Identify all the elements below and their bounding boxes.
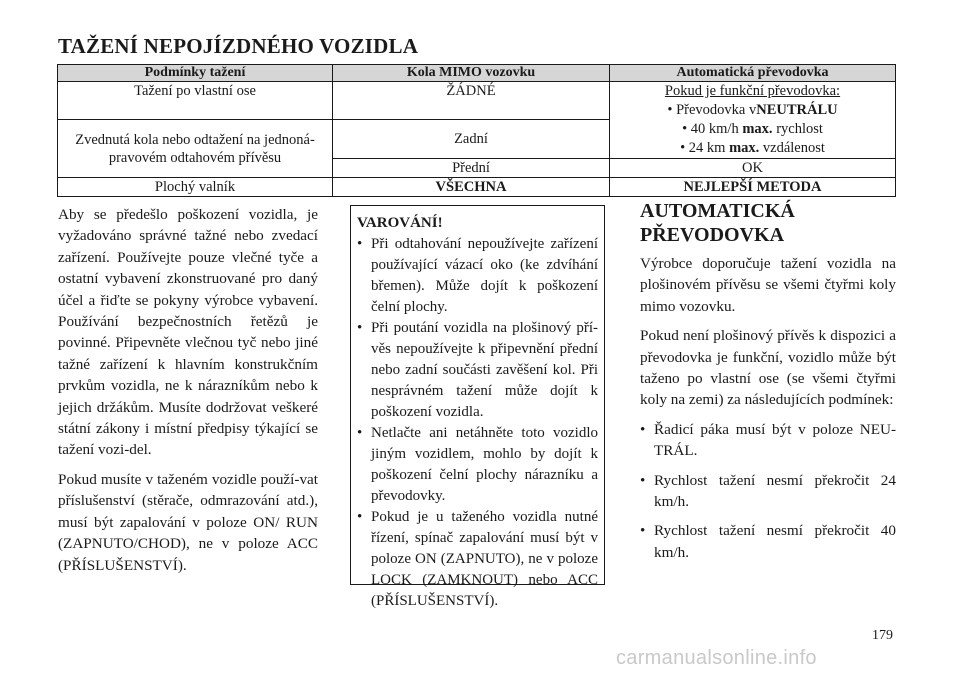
list-item: • Rychlost tažení nesmí překročit 40 km/h.	[640, 522, 896, 561]
towing-table	[57, 64, 896, 197]
paragraph-equipment: Aby se předešlo poškození vozidla, je vyžadováno správné tažné nebo zvedací zařízení. Používejte pouze vlečné tyče a ostatní vybavení zkonstruované pro daný účel a řiďte se pokyny výrobce vybavení. Používání bezpečnostních řetězů je povinné. Připevněte vlečnou tyč nebo jiné tažné zařízení k hlavním konstrukčním prvkům vozidla, ne k nárazníkům nebo k jejich držákům. Musíte dodržovat veškeré státní zákony i místní předpisy týkající se tažení vozi-del.	[58, 206, 318, 459]
page-number: 179	[872, 628, 893, 643]
section-heading: AUTOMATICKÁ PŘEVODOVKA	[640, 200, 795, 246]
table-row	[58, 178, 896, 197]
paragraph-recommendation: Výrobce doporučuje tažení vozidla na plošinovém přívěsu se všemi čtyřmi koly mimo vozovku.	[640, 255, 896, 315]
warning-item: • Pokud je u taženého vozidla nutné řízení, spínač zapalování musí být v poloze ON (ZAPNUTO), ne v poloze LOCK (ZAMKNOUT) nebo ACC (PŘÍSLUŠENSTVÍ).	[357, 509, 598, 609]
column-general-towing	[58, 204, 318, 584]
watermark: carmanualsonline.info	[616, 647, 817, 669]
bullet-icon: •	[640, 471, 646, 489]
auto-intro: Pokud je funkční převodovka:	[664, 83, 841, 99]
list-item: • Rychlost tažení nesmí překročit 24 km/h.	[640, 471, 896, 511]
bullet-icon: •	[640, 420, 646, 438]
list-item: • Řadicí páka musí být v poloze NEU-TRÁL.	[640, 420, 896, 460]
column-automatic-transmission	[640, 199, 896, 571]
warning-title: VAROVÁNÍ!	[357, 215, 443, 231]
table-header-row	[58, 65, 896, 82]
cell-condition-lifted: Zvednutá kola nebo odtažení na jednoná-pravovém odtahovém přívěsu	[58, 120, 333, 178]
header-wheels-off-road: Kola MIMO vozovku	[333, 65, 610, 82]
cell-auto-best-method: NEJLEPŠÍ METODA	[610, 178, 896, 197]
warning-box	[350, 205, 605, 609]
cell-wheels-all: VŠECHNA	[333, 178, 610, 197]
paragraph-accessories: Pokud musíte v taženém vozidle použí-vat příslušenství (stěrače, odmrazování atd.), musí být zapalování v poloze ON/ RUN (ZAPNUTO/CHOD), ne v poloze ACC (PŘÍSLUŠENSTVÍ).	[58, 470, 318, 574]
cell-auto-front-ok: OK	[610, 159, 896, 178]
page-title: TAŽENÍ NEPOJÍZDNÉHO VOZIDLA	[58, 34, 419, 58]
bullet-icon: •	[357, 509, 363, 525]
cell-condition-flatbed: Plochý valník	[58, 178, 333, 197]
warning-item: • Netlačte ani netáhněte toto vozidlo jiným vozidlem, mohlo by dojít k poškození čelní plochy nárazníku a převodovky.	[357, 425, 598, 504]
auto-line-neutral: • Převodovka vNEUTRÁLU	[667, 102, 838, 118]
cell-wheels-rear: Zadní	[333, 120, 610, 159]
warning-item: • Při poutání vozidla na plošinový pří-věs nepoužívejte k připevnění přední nebo zadní součásti zavěšení kol. Při nesprávném tažení může dojít k poškození vozidla.	[357, 320, 598, 420]
header-automatic-transmission: Automatická převodovka	[610, 65, 896, 82]
warning-list	[357, 234, 598, 612]
cell-condition-flat-tow: Tažení po vlastní ose	[58, 82, 333, 120]
auto-line-speed: • 40 km/h max. rychlost	[682, 121, 823, 137]
bullet-icon: •	[357, 320, 363, 336]
conditions-list	[640, 419, 896, 563]
paragraph-conditions: Pokud není plošinový přívěs k dispozici a převodovka je funkční, vozidlo může být taženo po vlastní ose (se všemi čtyřmi koly na zemi) za následujících podmínek:	[640, 327, 896, 409]
bullet-icon: •	[357, 425, 363, 441]
bullet-icon: •	[357, 236, 363, 252]
header-conditions: Podmínky tažení	[58, 65, 333, 82]
table-row	[58, 82, 896, 120]
auto-line-distance: • 24 km max. vzdálenost	[680, 140, 825, 156]
cell-wheels-none: ŽÁDNÉ	[333, 82, 610, 120]
cell-wheels-front: Přední	[333, 159, 610, 178]
warning-item: • Při odtahování nepoužívejte zařízení používající vázací oko (ke zdvíhání břemen). Může dojít k poškození čelní plochy.	[357, 236, 598, 315]
cell-auto-conditions	[610, 82, 896, 159]
bullet-icon: •	[640, 522, 646, 540]
